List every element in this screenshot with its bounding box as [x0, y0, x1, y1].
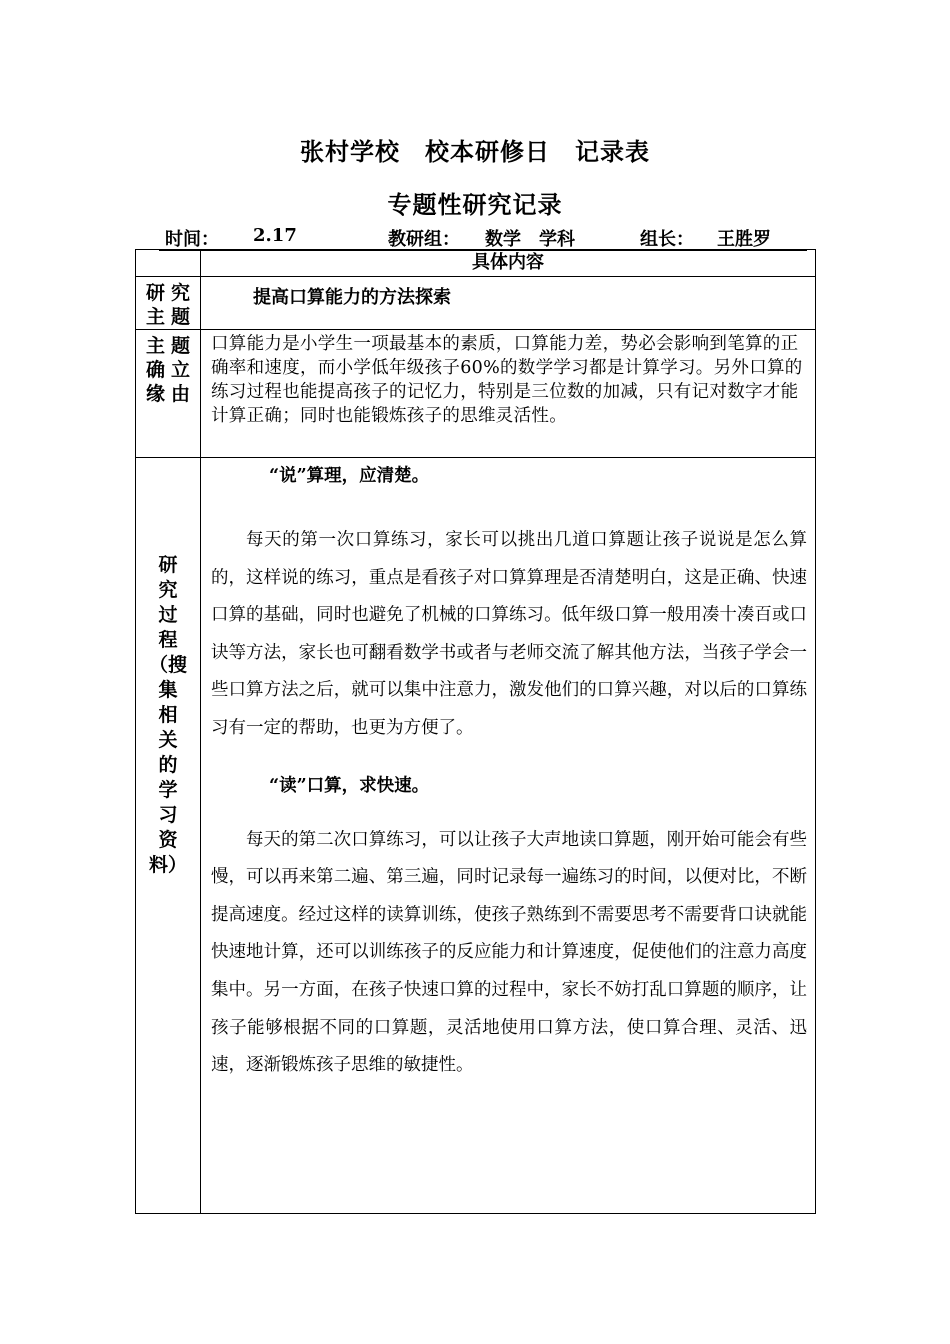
- record-table: [135, 249, 816, 1214]
- process-label-char: 料）: [148, 854, 187, 876]
- section2-title: “读”口算，求快速。: [269, 775, 430, 796]
- reason-label: 主题确立缘由: [136, 330, 201, 458]
- process-label-char: 究: [158, 579, 178, 601]
- topic-content: 提高口算能力的方法探索: [201, 277, 816, 330]
- process-label-char: 习: [158, 804, 178, 826]
- process-label-char: 研: [158, 554, 178, 576]
- table-header-row: [136, 250, 816, 277]
- process-row: [136, 458, 816, 1214]
- reason-row: [136, 330, 816, 458]
- process-content: [201, 458, 816, 1214]
- document-subtitle: 专题性研究记录: [387, 191, 563, 219]
- process-label-char: 资: [158, 829, 178, 851]
- section1-title: “说”算理，应清楚。: [269, 466, 430, 486]
- meta-row: [135, 225, 815, 249]
- process-label-char: 过: [158, 604, 178, 626]
- leader-value: 王胜罗: [717, 229, 771, 250]
- process-label-char: 学: [158, 779, 178, 801]
- document-title: 张村学校 校本研修日 记录表: [300, 138, 650, 166]
- process-label-char: 关: [158, 729, 178, 751]
- process-label: [136, 458, 201, 1214]
- reason-content: 口算能力是小学生一项最基本的素质，口算能力差，势必会影响到笔算的正确率和速度，而小学低年级孩子60%的数学学习都是计算学习。另外口算的练习过程也能提高孩子的记忆力，特别是三位数的加减，只有记对数字才能计算正确；同时也能锻炼孩子的思维灵活性。: [201, 330, 816, 458]
- header-empty-cell: [136, 250, 201, 277]
- header-cell: 具体内容: [201, 250, 816, 277]
- time-value: 2.17: [253, 225, 297, 246]
- group-label: 教研组：: [388, 229, 460, 250]
- section1-body: 每天的第一次口算练习，家长可以挑出几道口算题让孩子说说是怎么算的，这样说的练习，重点是看孩子对口算算理是否清楚明白，这是正确、快速口算的基础，同时也避免了机械的口算练习。低年级口算一般用凑十凑百或口诀等方法，家长也可翻看数学书或者与老师交流了解其他方法，当孩子学会一些口算方法之后，就可以集中注意力，激发他们的口算兴趣，对以后的口算练习有一定的帮助，也更为方便了。: [211, 530, 807, 738]
- section2-body: 每天的第二次口算练习，可以让孩子大声地读口算题，刚开始可能会有些慢，可以再来第二遍、第三遍，同时记录每一遍练习的时间，以便对比，不断提高速度。经过这样的读算训练，使孩子熟练到不需要思考不需要背口诀就能快速地计算，还可以训练孩子的反应能力和计算速度，促使他们的注意力高度集中。另一方面，在孩子快速口算的过程中，家长不妨打乱口算题的顺序，让孩子能够根据不同的口算题，灵活地使用口算方法，使口算合理、灵活、迅速，逐渐锻炼孩子思维的敏捷性。: [211, 829, 807, 1076]
- process-label-char: （搜: [148, 654, 187, 676]
- topic-label: 研究主题: [136, 277, 201, 330]
- process-label-char: 相: [158, 704, 178, 726]
- group-value: 数学 学科: [485, 229, 575, 250]
- process-label-char: 集: [158, 679, 178, 701]
- topic-row: [136, 277, 816, 330]
- process-label-char: 程: [158, 629, 178, 651]
- time-label: 时间：: [165, 229, 219, 250]
- process-label-char: 的: [158, 754, 178, 776]
- leader-label: 组长：: [640, 229, 694, 250]
